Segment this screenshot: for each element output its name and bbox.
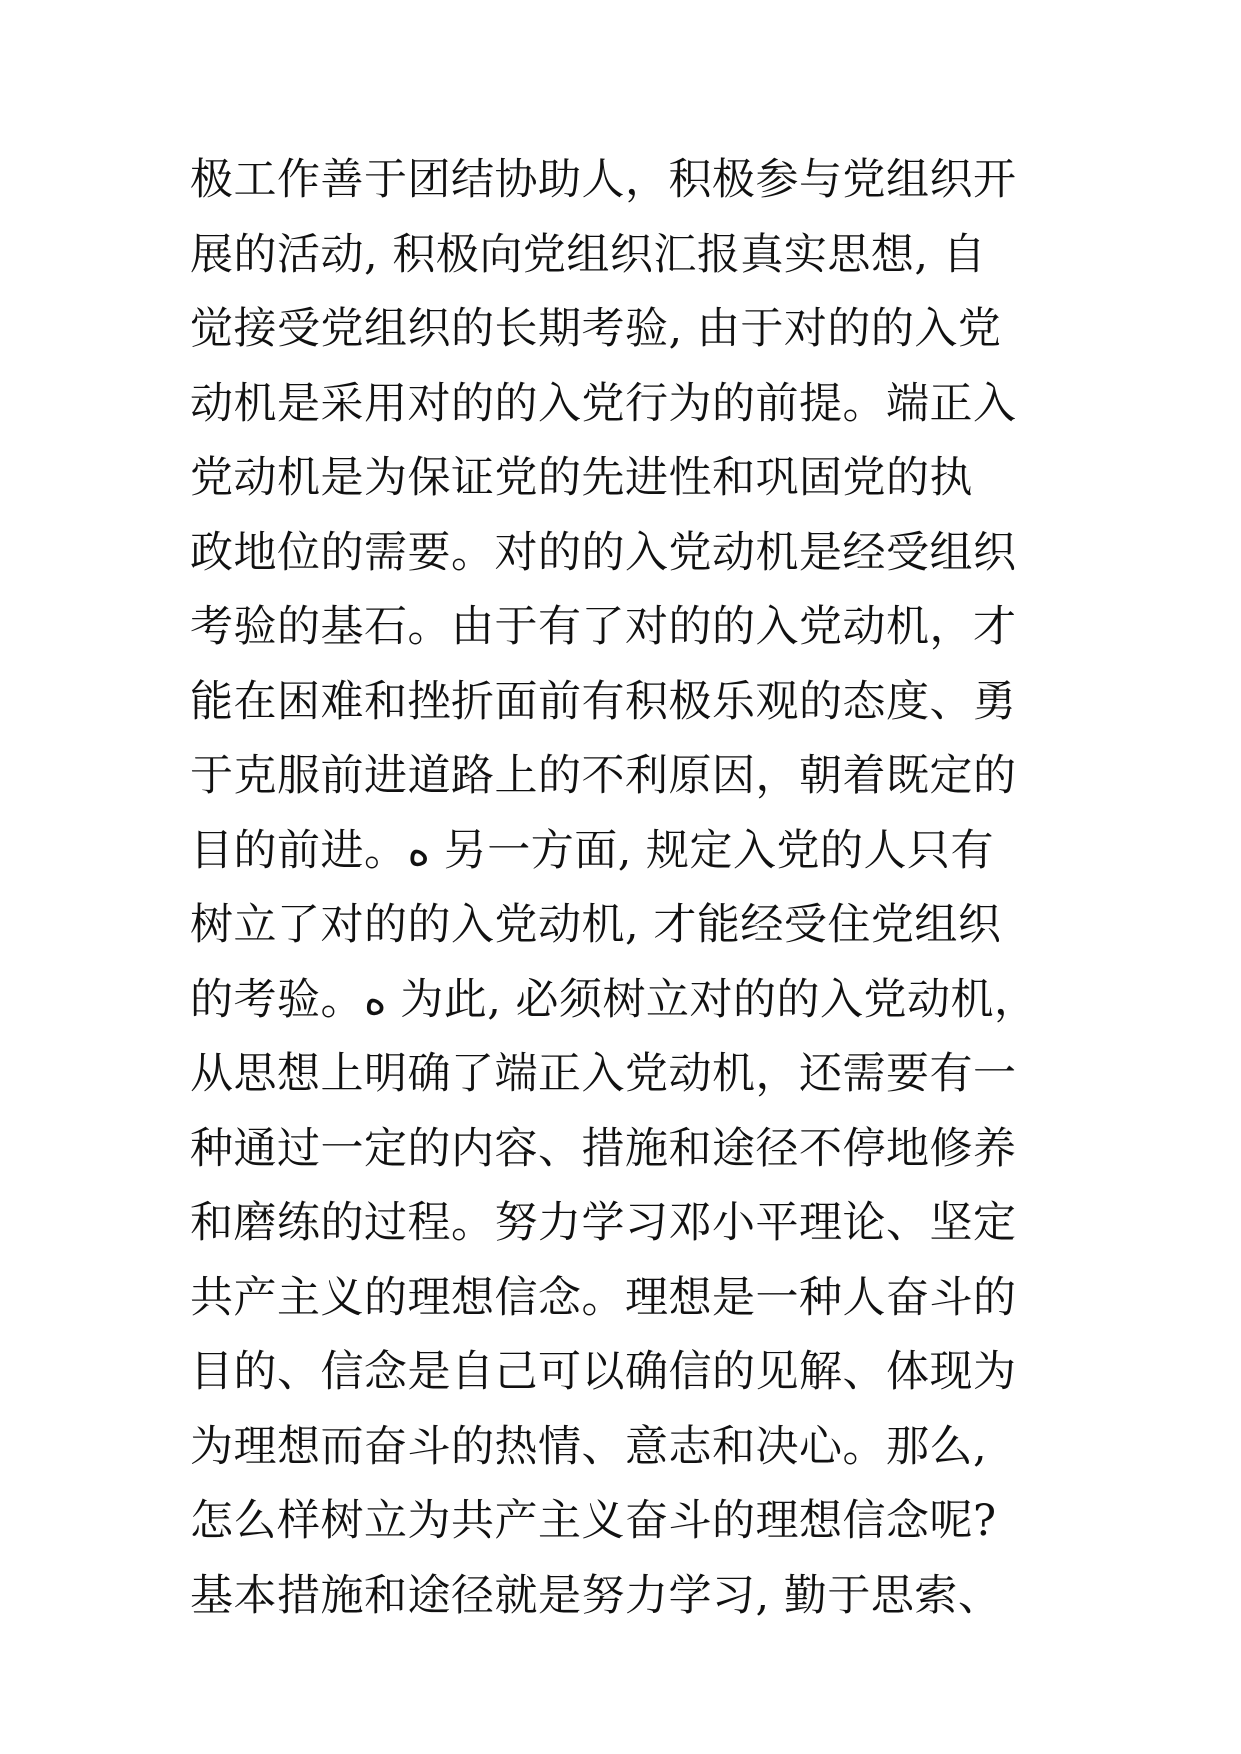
text-line: 觉接受党组织的长期考验, 由于对的的入党	[190, 304, 1002, 354]
text-line: 极工作善于团结协助人，积极参与党组织开	[190, 155, 1017, 205]
text-line: 为理想而奋斗的热情、意志和决心。那么,	[190, 1421, 988, 1472]
text-line: 动机是采用对的的入党行为的前提。端正入	[190, 378, 1017, 429]
text-line: 目的、信念是自己可以确信的见解、体现为	[190, 1347, 1017, 1397]
text-line: 政地位的需要。对的的入党动机是经受组织	[190, 527, 1017, 578]
text-line: 树立了对的的入党动机, 才能经受住党组织	[190, 900, 1002, 950]
text-line: 和磨练的过程。努力学习邓小平理论、坚定	[190, 1198, 1017, 1248]
text-line: 种通过一定的内容、措施和途径不停地修养	[190, 1123, 1017, 1174]
text-line: 的考验。ه 为此, 必须树立对的的入党动机，	[190, 974, 1038, 1025]
text-line: 于克服前进道路上的不利原因，朝着既定的	[190, 751, 1017, 801]
text-line: 目的前进。ه 另一方面, 规定入党的人只有	[190, 825, 995, 876]
body-paragraph	[190, 143, 1070, 1633]
text-line: 展的活动, 积极向党组织汇报真实思想, 自	[190, 229, 987, 280]
text-line: 基本措施和途径就是努力学习, 勤于思索、	[190, 1570, 1002, 1621]
text-line: 共产主义的理想信念。理想是一种人奋斗的	[190, 1272, 1017, 1323]
text-line: 怎么样树立为共产主义奋斗的理想信念呢?	[190, 1496, 997, 1546]
text-line: 能在困难和挫折面前有积极乐观的态度、勇	[190, 676, 1017, 727]
text-line: 从思想上明确了端正入党动机，还需要有一	[190, 1049, 1017, 1099]
text-line: 党动机是为保证党的先进性和巩固党的执	[190, 453, 973, 503]
text-line: 考验的基石。由于有了对的的入党动机，才	[190, 602, 1017, 652]
